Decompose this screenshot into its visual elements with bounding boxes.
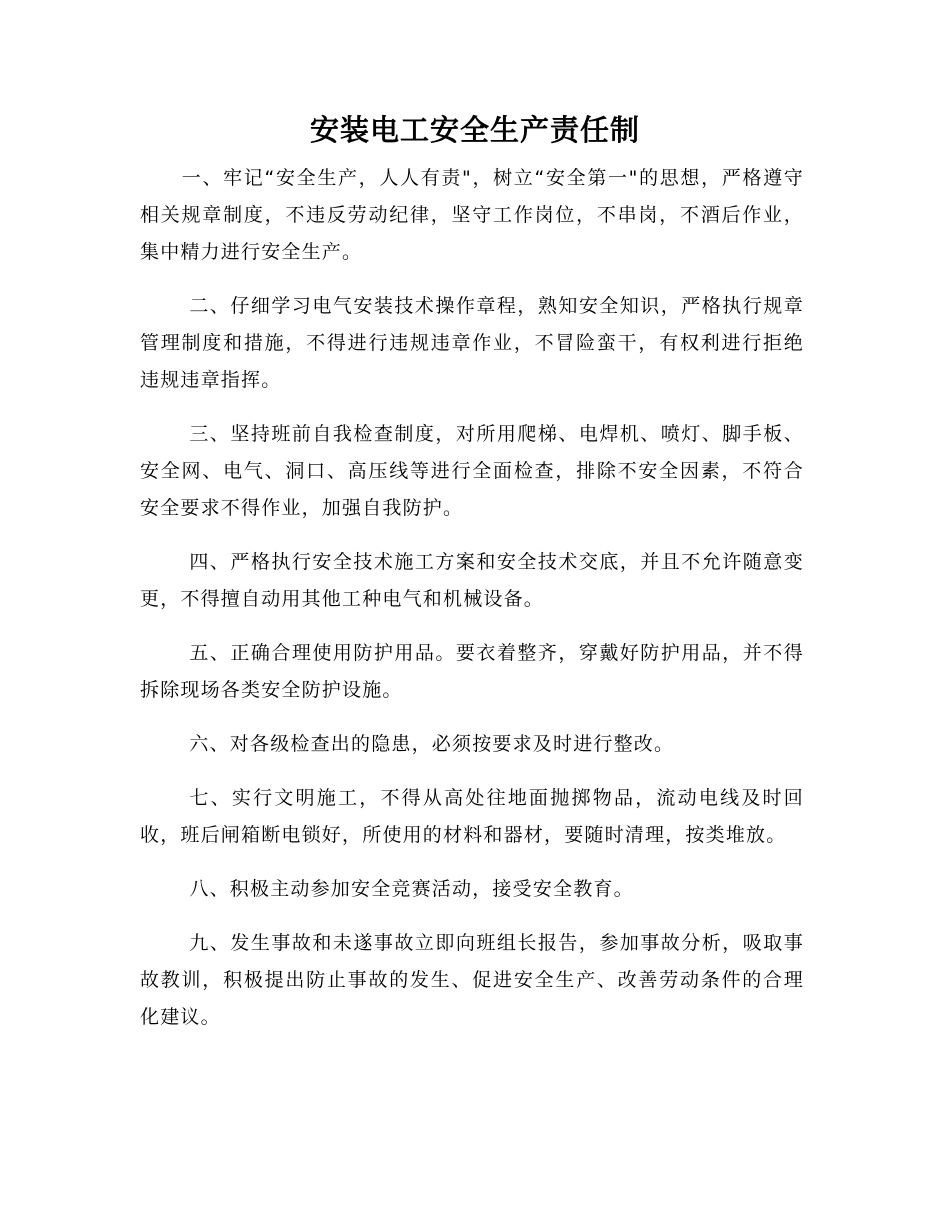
paragraph-5: 五、正确合理使用防护用品。要衣着整齐，穿戴好防护用品，并不得拆除现场各类安全防护设施。 bbox=[140, 642, 804, 701]
paragraph-4: 四、严格执行安全技术施工方案和安全技术交底，并且不允许随意变更，不得擅自动用其他工种电气和机械设备。 bbox=[140, 551, 804, 610]
paragraph-8: 八、积极主动参加安全竞赛活动，接受安全教育。 bbox=[189, 878, 634, 900]
paragraph-2: 二、仔细学习电气安装技术操作章程，熟知安全知识，严格执行规章管理制度和措施，不得进行违规违章作业，不冒险蛮干，有权利进行拒绝违规违章指挥。 bbox=[140, 295, 804, 391]
paragraph-6: 六、对各级检查出的隐患，必须按要求及时进行整改。 bbox=[189, 733, 675, 755]
paragraph-9: 九、发生事故和未遂事故立即向班组长报告，参加事故分析，吸取事故教训，积极提出防止事故的发生、促进安全生产、改善劳动条件的合理化建议。 bbox=[140, 932, 804, 1028]
paragraph-1: 一、牢记“安全生产，人人有责"，树立“安全第一"的思想，严格遵守相关规章制度，不违反劳动纪律，坚守工作岗位，不串岗，不酒后作业，集中精力进行安全生产。 bbox=[140, 167, 804, 263]
paragraph-7: 七、实行文明施工，不得从高处往地面抛掷物品，流动电线及时回收，班后闸箱断电锁好，所使用的材料和器材，要随时清理，按类堆放。 bbox=[140, 787, 804, 846]
paragraph-3: 三、坚持班前自我检查制度，对所用爬梯、电焊机、喷灯、脚手板、安全网、电气、洞口、高压线等进行全面检查，排除不安全因素，不符合安全要求不得作业，加强自我防护。 bbox=[140, 423, 804, 519]
document-body bbox=[140, 160, 804, 1053]
document-title: 安装电工安全生产责任制 bbox=[309, 113, 640, 147]
